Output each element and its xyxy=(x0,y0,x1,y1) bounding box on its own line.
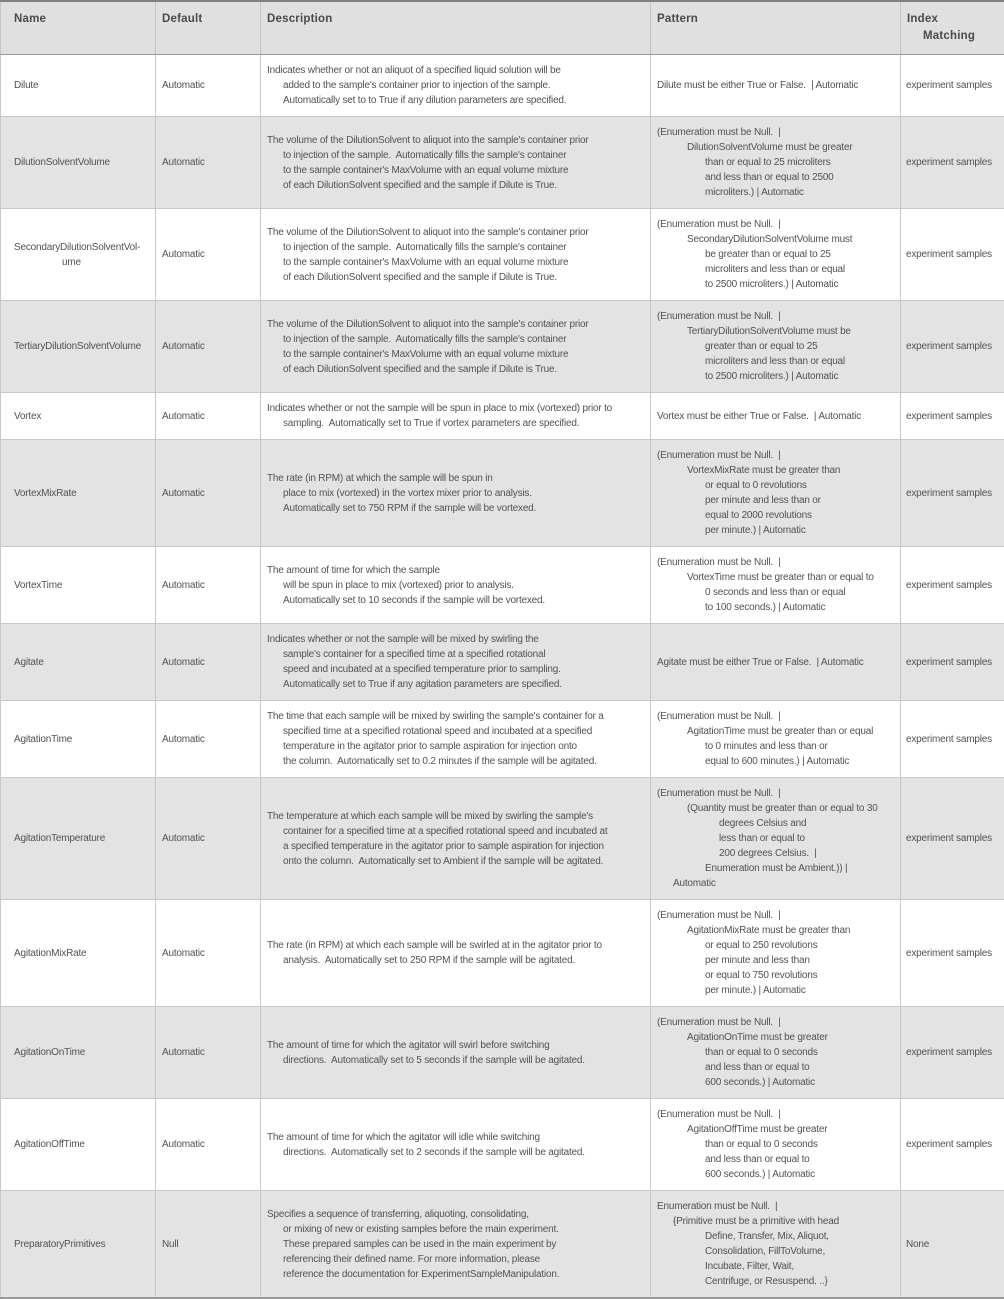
text-line: (Enumeration must be Null. | xyxy=(657,1015,896,1030)
table-row xyxy=(1,1191,1004,1299)
cell-index-matching xyxy=(901,440,1004,547)
cell-index-matching xyxy=(901,1099,1004,1191)
text-line: (Enumeration must be Null. | xyxy=(657,908,896,923)
text-line: Enumeration must be Ambient.)) | xyxy=(705,861,896,876)
column-header-name xyxy=(1,1,156,55)
cell-default xyxy=(156,393,261,440)
cell-pattern xyxy=(651,1099,901,1191)
text-line: AgitationOffTime must be greater xyxy=(687,1122,896,1137)
text-line: Define, Transfer, Mix, Aliquot, xyxy=(705,1229,896,1244)
column-header-index-matching xyxy=(901,1,1004,55)
text-line: analysis. Automatically set to 250 RPM if the sample will be agitated. xyxy=(283,953,646,968)
cell-index-matching xyxy=(901,1191,1004,1299)
text-line: Specifies a sequence of transferring, aliquoting, consolidating, xyxy=(267,1207,646,1222)
text-line: VortexTime xyxy=(14,578,151,593)
text-line: per minute.) | Automatic xyxy=(705,983,896,998)
text-line: reference the documentation for ExperimentSampleManipulation. xyxy=(283,1267,646,1282)
text-line: Default xyxy=(162,11,256,28)
text-line: Automatic xyxy=(162,339,256,354)
text-line: to 2500 microliters.) | Automatic xyxy=(705,369,896,384)
text-line: SecondaryDilutionSolventVol- xyxy=(14,240,151,255)
text-line: Automatic xyxy=(162,831,256,846)
cell-index-matching xyxy=(901,209,1004,301)
text-line: The amount of time for which the sample xyxy=(267,563,646,578)
text-line: sampling. Automatically set to True if vortex parameters are specified. xyxy=(283,416,646,431)
cell-description xyxy=(261,547,651,624)
cell-description xyxy=(261,301,651,393)
cell-pattern xyxy=(651,701,901,778)
text-line: (Enumeration must be Null. | xyxy=(657,217,896,232)
cell-default xyxy=(156,900,261,1007)
table-row xyxy=(1,1007,1004,1099)
cell-pattern xyxy=(651,778,901,900)
cell-description xyxy=(261,209,651,301)
text-line: Automatic xyxy=(162,732,256,747)
text-line: 0 seconds and less than or equal xyxy=(705,585,896,600)
text-line: The temperature at which each sample will be mixed by swirling the sample's xyxy=(267,809,646,824)
text-line: to 100 seconds.) | Automatic xyxy=(705,600,896,615)
cell-name xyxy=(1,1191,156,1299)
text-line: (Enumeration must be Null. | xyxy=(657,309,896,324)
text-line: (Enumeration must be Null. | xyxy=(657,1107,896,1122)
cell-default xyxy=(156,624,261,701)
text-line: AgitationOnTime xyxy=(14,1045,151,1060)
text-line: The volume of the DilutionSolvent to aliquot into the sample's container prior xyxy=(267,133,646,148)
text-line: DilutionSolventVolume must be greater xyxy=(687,140,896,155)
text-line: Automatic xyxy=(162,946,256,961)
text-line: {Primitive must be a primitive with head xyxy=(673,1214,896,1229)
table-header xyxy=(1,1,1004,55)
text-line: experiment samples xyxy=(906,1137,1000,1152)
cell-index-matching xyxy=(901,778,1004,900)
cell-index-matching xyxy=(901,900,1004,1007)
text-line: Index xyxy=(907,11,1000,28)
text-line: Automatic xyxy=(162,1045,256,1060)
text-line: Automatic xyxy=(162,409,256,424)
cell-default xyxy=(156,117,261,209)
table-row xyxy=(1,55,1004,117)
cell-index-matching xyxy=(901,624,1004,701)
text-line: TertiaryDilutionSolventVolume xyxy=(14,339,151,354)
text-line: added to the sample's container prior to injection of the sample. xyxy=(283,78,646,93)
table-row xyxy=(1,701,1004,778)
cell-name xyxy=(1,393,156,440)
text-line: or mixing of new or existing samples before the main experiment. xyxy=(283,1222,646,1237)
text-line: specified time at a specified rotational speed and incubated at a specified xyxy=(283,724,646,739)
cell-index-matching xyxy=(901,301,1004,393)
cell-index-matching xyxy=(901,547,1004,624)
text-line: place to mix (vortexed) in the vortex mixer prior to analysis. xyxy=(283,486,646,501)
cell-description xyxy=(261,1191,651,1299)
table-row xyxy=(1,209,1004,301)
text-line: Description xyxy=(267,11,646,28)
text-line: to the sample container's MaxVolume with an equal volume mixture xyxy=(283,255,646,270)
text-line: microliters and less than or equal xyxy=(705,354,896,369)
text-line: experiment samples xyxy=(906,831,1000,846)
cell-index-matching xyxy=(901,117,1004,209)
cell-name xyxy=(1,547,156,624)
text-line: AgitationTemperature xyxy=(14,831,151,846)
cell-description xyxy=(261,624,651,701)
cell-pattern xyxy=(651,117,901,209)
text-line: TertiaryDilutionSolventVolume must be xyxy=(687,324,896,339)
cell-pattern xyxy=(651,55,901,117)
text-line: experiment samples xyxy=(906,486,1000,501)
text-line: The amount of time for which the agitator will idle while switching xyxy=(267,1130,646,1145)
text-line: Enumeration must be Null. | xyxy=(657,1199,896,1214)
text-line: and less than or equal to xyxy=(705,1152,896,1167)
text-line: 600 seconds.) | Automatic xyxy=(705,1167,896,1182)
text-line: Indicates whether or not the sample will be mixed by swirling the xyxy=(267,632,646,647)
cell-name xyxy=(1,209,156,301)
cell-pattern xyxy=(651,1007,901,1099)
text-line: Vortex xyxy=(14,409,151,424)
text-line: Automatically set to 750 RPM if the sample will be vortexed. xyxy=(283,501,646,516)
table-row xyxy=(1,900,1004,1007)
text-line: less than or equal to xyxy=(719,831,896,846)
text-line: VortexMixRate xyxy=(14,486,151,501)
text-line: The rate (in RPM) at which the sample will be spun in xyxy=(267,471,646,486)
text-line: of each DilutionSolvent specified and the sample if Dilute is True. xyxy=(283,178,646,193)
text-line: Automatic xyxy=(162,247,256,262)
text-line: 600 seconds.) | Automatic xyxy=(705,1075,896,1090)
cell-default xyxy=(156,547,261,624)
text-line: (Enumeration must be Null. | xyxy=(657,448,896,463)
cell-index-matching xyxy=(901,55,1004,117)
cell-name xyxy=(1,55,156,117)
text-line: Automatic xyxy=(162,578,256,593)
text-line: than or equal to 25 microliters xyxy=(705,155,896,170)
table-row xyxy=(1,117,1004,209)
table-row xyxy=(1,778,1004,900)
text-line: per minute and less than or xyxy=(705,493,896,508)
text-line: than or equal to 0 seconds xyxy=(705,1137,896,1152)
column-header-pattern xyxy=(651,1,901,55)
text-line: experiment samples xyxy=(906,78,1000,93)
text-line: directions. Automatically set to 5 seconds if the sample will be agitated. xyxy=(283,1053,646,1068)
text-line: Pattern xyxy=(657,11,896,28)
text-line: AgitationTime xyxy=(14,732,151,747)
text-line: AgitationOffTime xyxy=(14,1137,151,1152)
cell-name xyxy=(1,900,156,1007)
text-line: VortexMixRate must be greater than xyxy=(687,463,896,478)
table-row xyxy=(1,1099,1004,1191)
text-line: AgitationOnTime must be greater xyxy=(687,1030,896,1045)
text-line: to injection of the sample. Automatically fills the sample's container xyxy=(283,240,646,255)
text-line: VortexTime must be greater than or equal to xyxy=(687,570,896,585)
cell-default xyxy=(156,440,261,547)
cell-default xyxy=(156,209,261,301)
cell-pattern xyxy=(651,624,901,701)
text-line: experiment samples xyxy=(906,578,1000,593)
text-line: Automatic xyxy=(162,78,256,93)
text-line: equal to 2000 revolutions xyxy=(705,508,896,523)
text-line: SecondaryDilutionSolventVolume must xyxy=(687,232,896,247)
cell-name xyxy=(1,440,156,547)
cell-pattern xyxy=(651,900,901,1007)
text-line: Agitate must be either True or False. | Automatic xyxy=(657,655,896,670)
cell-index-matching xyxy=(901,393,1004,440)
text-line: Automatic xyxy=(162,655,256,670)
text-line: of each DilutionSolvent specified and the sample if Dilute is True. xyxy=(283,270,646,285)
cell-pattern xyxy=(651,547,901,624)
text-line: Dilute must be either True or False. | Automatic xyxy=(657,78,896,93)
table-body xyxy=(1,55,1004,1299)
cell-default xyxy=(156,55,261,117)
text-line: of each DilutionSolvent specified and the sample if Dilute is True. xyxy=(283,362,646,377)
cell-pattern xyxy=(651,301,901,393)
text-line: the column. Automatically set to 0.2 minutes if the sample will be agitated. xyxy=(283,754,646,769)
text-line: Indicates whether or not the sample will be spun in place to mix (vortexed) prior to xyxy=(267,401,646,416)
text-line: experiment samples xyxy=(906,409,1000,424)
text-line: (Quantity must be greater than or equal to 30 xyxy=(687,801,896,816)
text-line: Automatic xyxy=(162,486,256,501)
column-header-default xyxy=(156,1,261,55)
text-line: AgitationMixRate xyxy=(14,946,151,961)
text-line: experiment samples xyxy=(906,339,1000,354)
text-line: (Enumeration must be Null. | xyxy=(657,555,896,570)
cell-name xyxy=(1,301,156,393)
cell-pattern xyxy=(651,1191,901,1299)
text-line: experiment samples xyxy=(906,1045,1000,1060)
text-line: and less than or equal to 2500 xyxy=(705,170,896,185)
text-line: container for a specified time at a specified rotational speed and incubated at xyxy=(283,824,646,839)
text-line: experiment samples xyxy=(906,946,1000,961)
text-line: Automatically set to True if any agitation parameters are specified. xyxy=(283,677,646,692)
text-line: Agitate xyxy=(14,655,151,670)
cell-description xyxy=(261,778,651,900)
text-line: or equal to 250 revolutions xyxy=(705,938,896,953)
text-line: or equal to 0 revolutions xyxy=(705,478,896,493)
text-line: (Enumeration must be Null. | xyxy=(657,709,896,724)
text-line: temperature in the agitator prior to sample aspiration for injection onto xyxy=(283,739,646,754)
text-line: Dilute xyxy=(14,78,151,93)
text-line: will be spun in place to mix (vortexed) prior to analysis. xyxy=(283,578,646,593)
cell-name xyxy=(1,778,156,900)
text-line: Automatically set to 10 seconds if the sample will be vortexed. xyxy=(283,593,646,608)
cell-name xyxy=(1,624,156,701)
text-line: than or equal to 0 seconds xyxy=(705,1045,896,1060)
text-line: directions. Automatically set to 2 seconds if the sample will be agitated. xyxy=(283,1145,646,1160)
text-line: Centrifuge, or Resuspend. ..} xyxy=(705,1274,896,1289)
text-line: to injection of the sample. Automatically fills the sample's container xyxy=(283,148,646,163)
text-line: Name xyxy=(14,11,151,28)
cell-default xyxy=(156,1191,261,1299)
text-line: 200 degrees Celsius. | xyxy=(719,846,896,861)
text-line: The volume of the DilutionSolvent to aliquot into the sample's container prior xyxy=(267,225,646,240)
text-line: (Enumeration must be Null. | xyxy=(657,125,896,140)
text-line: Automatically set to to True if any dilution parameters are specified. xyxy=(283,93,646,108)
text-line: Incubate, Filter, Wait, xyxy=(705,1259,896,1274)
cell-index-matching xyxy=(901,701,1004,778)
cell-description xyxy=(261,393,651,440)
cell-description xyxy=(261,900,651,1007)
cell-pattern xyxy=(651,440,901,547)
table-row xyxy=(1,301,1004,393)
text-line: per minute and less than xyxy=(705,953,896,968)
text-line: (Enumeration must be Null. | xyxy=(657,786,896,801)
cell-name xyxy=(1,701,156,778)
cell-description xyxy=(261,55,651,117)
table-row xyxy=(1,547,1004,624)
cell-default xyxy=(156,1099,261,1191)
cell-pattern xyxy=(651,209,901,301)
text-line: Matching xyxy=(923,28,1000,45)
text-line: None xyxy=(906,1237,1000,1252)
text-line: Automatic xyxy=(162,155,256,170)
text-line: to injection of the sample. Automatically fills the sample's container xyxy=(283,332,646,347)
text-line: experiment samples xyxy=(906,247,1000,262)
table-row xyxy=(1,624,1004,701)
cell-name xyxy=(1,1007,156,1099)
text-line: to 2500 microliters.) | Automatic xyxy=(705,277,896,292)
cell-description xyxy=(261,1007,651,1099)
text-line: Automatic xyxy=(162,1137,256,1152)
text-line: These prepared samples can be used in the main experiment by xyxy=(283,1237,646,1252)
cell-default xyxy=(156,701,261,778)
text-line: greater than or equal to 25 xyxy=(705,339,896,354)
table-row xyxy=(1,393,1004,440)
text-line: experiment samples xyxy=(906,155,1000,170)
text-line: to the sample container's MaxVolume with an equal volume mixture xyxy=(283,163,646,178)
text-line: referencing their defined name. For more information, please xyxy=(283,1252,646,1267)
column-header-description xyxy=(261,1,651,55)
cell-default xyxy=(156,301,261,393)
text-line: Vortex must be either True or False. | Automatic xyxy=(657,409,896,424)
text-line: a specified temperature in the agitator prior to sample aspiration for injection xyxy=(283,839,646,854)
cell-default xyxy=(156,778,261,900)
text-line: The volume of the DilutionSolvent to aliquot into the sample's container prior xyxy=(267,317,646,332)
text-line: sample's container for a specified time at a specified rotational xyxy=(283,647,646,662)
text-line: microliters.) | Automatic xyxy=(705,185,896,200)
table-row xyxy=(1,440,1004,547)
text-line: to the sample container's MaxVolume with an equal volume mixture xyxy=(283,347,646,362)
text-line: Automatic xyxy=(673,876,896,891)
cell-name xyxy=(1,117,156,209)
text-line: The amount of time for which the agitator will swirl before switching xyxy=(267,1038,646,1053)
text-line: ume xyxy=(62,255,151,270)
text-line: experiment samples xyxy=(906,655,1000,670)
text-line: per minute.) | Automatic xyxy=(705,523,896,538)
text-line: and less than or equal to xyxy=(705,1060,896,1075)
text-line: The rate (in RPM) at which each sample will be swirled at in the agitator prior to xyxy=(267,938,646,953)
cell-default xyxy=(156,1007,261,1099)
text-line: equal to 600 minutes.) | Automatic xyxy=(705,754,896,769)
text-line: experiment samples xyxy=(906,732,1000,747)
text-line: The time that each sample will be mixed by swirling the sample's container for a xyxy=(267,709,646,724)
text-line: DilutionSolventVolume xyxy=(14,155,151,170)
text-line: speed and incubated at a specified temperature prior to sampling. xyxy=(283,662,646,677)
cell-pattern xyxy=(651,393,901,440)
cell-description xyxy=(261,1099,651,1191)
text-line: PreparatoryPrimitives xyxy=(14,1237,151,1252)
cell-name xyxy=(1,1099,156,1191)
cell-description xyxy=(261,440,651,547)
cell-description xyxy=(261,701,651,778)
text-line: onto the column. Automatically set to Ambient if the sample will be agitated. xyxy=(283,854,646,869)
text-line: Indicates whether or not an aliquot of a specified liquid solution will be xyxy=(267,63,646,78)
text-line: AgitationTime must be greater than or equal xyxy=(687,724,896,739)
text-line: Consolidation, FillToVolume, xyxy=(705,1244,896,1259)
text-line: AgitationMixRate must be greater than xyxy=(687,923,896,938)
cell-description xyxy=(261,117,651,209)
text-line: degrees Celsius and xyxy=(719,816,896,831)
cell-index-matching xyxy=(901,1007,1004,1099)
text-line: or equal to 750 revolutions xyxy=(705,968,896,983)
text-line: be greater than or equal to 25 xyxy=(705,247,896,262)
text-line: microliters and less than or equal xyxy=(705,262,896,277)
text-line: Null xyxy=(162,1237,256,1252)
header-row xyxy=(1,1,1004,55)
text-line: to 0 minutes and less than or xyxy=(705,739,896,754)
